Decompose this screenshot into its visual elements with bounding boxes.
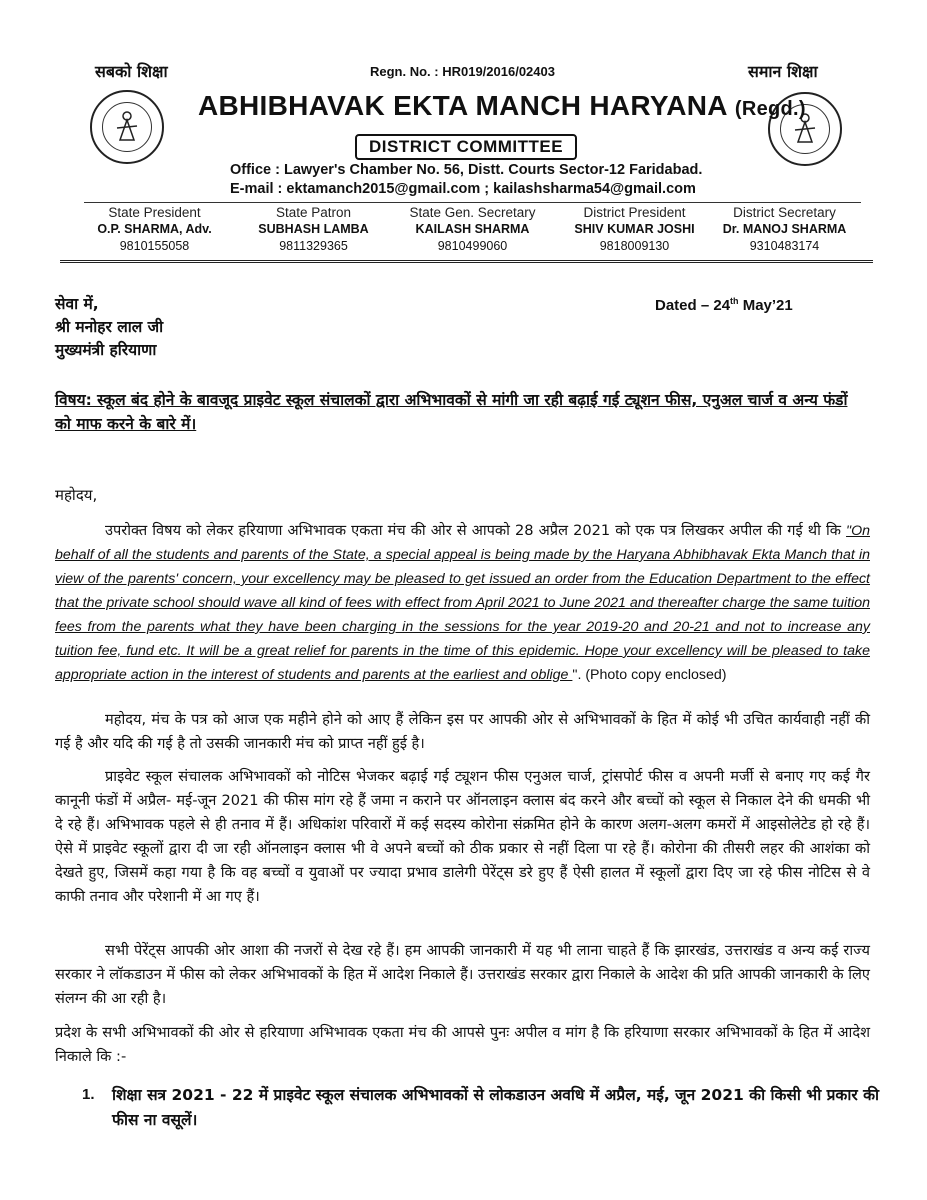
quoted-appeal: "On behalf of all the students and parents of the State, a special appeal is being made by the Haryana Abhibhavak Ekta Manch that in view of the parents' concern, your excellency may be pleased to get issued an order from the Education Department to the effect that the private school should wave all kind of fees with effect from April 2021 to June 2021 and thereafter charge the same tuition fees from the parents what they have been charging in the sessions for the year 2019-20 and 20-21 and not to increase any tuition fee, fund etc. It will be a great relief for parents in the time of this epidemic. Hope your excellency will be pleased to take appropriate action in the interest of students and parents at the earliest and oblige xyxy=(55,523,870,683)
officer-role: State Gen. Secretary xyxy=(409,205,536,220)
header-top-rule xyxy=(84,202,861,203)
officer-phone: 9810155058 xyxy=(119,239,190,253)
committee-label: DISTRICT COMMITTEE xyxy=(355,134,577,160)
registration-number: Regn. No. : HR019/2016/02403 xyxy=(370,64,555,79)
officer-state-patron xyxy=(231,205,396,253)
officer-role: State Patron xyxy=(275,205,352,220)
left-tagline: सबको शिक्षा xyxy=(95,62,168,81)
officer-phone: 9818009130 xyxy=(599,239,670,253)
paragraph-1-tail: ". (Photo copy enclosed) xyxy=(572,667,727,683)
address-line: मुख्यमंत्री हरियाणा xyxy=(55,341,157,359)
letter-subject: विषय: स्कूल बंद होने के बावजूद प्राइवेट स्कूल संचालकों द्वारा अभिभावकों से मांगी जा रही बढ़ाई गई ट्यूशन फीस, एनुअल चार्ज व अन्य फंडों को माफ करने के बारे में। xyxy=(55,391,848,433)
officer-phone: 9810499060 xyxy=(437,239,508,253)
paragraph-3: प्राइवेट स्कूल संचालक अभिभावकों को नोटिस भेजकर बढ़ाई गई ट्यूशन फीस एनुअल चार्ज, ट्रांसपोर्ट फीस व अपनी मर्जी से बनाए गए कई गैर कानूनी फंडों में अप्रैल- मई-जून 2021 की फीस मांग रहे हैं जमा न कराने पर ऑनलाइन क्लास बंद करने और बच्चों को स्कूल से निकाल देने की धमकी भी दे रहे हैं। अभिभावक पहले से ही तनाव में हैं। अधिकांश परिवारों में कई सदस्य कोरोना संक्रमित होने के कारण अलग-अलग कमरों में आइसोलेटेड हो रहे हैं। ऐसे में प्राइवेट स्कूलों द्वारा दी जा रही ऑनलाइन क्लास भी वे अपने बच्चों को ठीक प्रकार से नहीं दिला पा रहे हैं। कोरोना की तीसरी लहर की आशंका को देखते हुए, जिसमें कहा गया है कि वह बच्चों व युवाओं पर ज्यादा प्रभाव डालेगी पेरेंट्स डरे हुए हैं ऐसी हालत में स्कूलों द्वारा दिए जा रहे फीस नोटिस से वे काफी तनाव और परेशानी में आ गए हैं। xyxy=(55,768,870,905)
list-item-number: 1. xyxy=(82,1086,95,1103)
salutation: महोदय, xyxy=(55,486,98,504)
paragraph-5: प्रदेश के सभी अभिभावकों की ओर से हरियाणा अभिभावक एकता मंच की आपसे पुनः अपील व मांग है कि हरियाणा सरकार अभिभावकों के हित में आदेश निकाले कि :- xyxy=(55,1024,870,1065)
registered-mark: (Regd.) xyxy=(734,98,806,120)
paragraph-1-intro: उपरोक्त विषय को लेकर हरियाणा अभिभावक एकता मंच की ओर से आपको 28 अप्रैल 2021 को एक पत्र लिखकर अपील की गई थी कि xyxy=(105,522,847,539)
header-bottom-rule xyxy=(60,260,873,263)
officer-name: O.P. SHARMA, Adv. xyxy=(97,222,212,236)
paragraph-4: सभी पेरेंट्स आपकी ओर आशा की नजरों से देख रहे हैं। हम आपकी जानकारी में यह भी लाना चाहते हैं कि झारखंड, उत्तराखंड व अन्य कई राज्य सरकार ने लॉकडाउन में फीस को लेकर अभिभावकों के हित में आदेश निकाले हैं। उत्तराखंड सरकार द्वारा निकाले के आदेश की प्रति आपकी जानकारी के लिए संलग्न की आ रही है। xyxy=(55,942,870,1007)
officer-district-secretary xyxy=(702,205,867,253)
organization-name xyxy=(198,90,806,122)
right-tagline: समान शिक्षा xyxy=(748,62,818,81)
date-suffix-ordinal: th xyxy=(730,296,739,306)
officer-state-president xyxy=(72,205,237,253)
officer-name: SHIV KUMAR JOSHI xyxy=(574,222,695,236)
paragraph-1 xyxy=(55,519,870,687)
officer-name: SUBHASH LAMBA xyxy=(258,222,369,236)
office-address: Office : Lawyer's Chamber No. 56, Distt. Courts Sector-12 Faridabad. xyxy=(230,162,703,178)
officer-name: KAILASH SHARMA xyxy=(415,222,530,236)
officer-district-president xyxy=(552,205,717,253)
recipient-address xyxy=(55,293,163,362)
officer-role: State President xyxy=(108,205,201,220)
officer-name: Dr. MANOJ SHARMA xyxy=(722,222,847,236)
address-line: श्री मनोहर लाल जी xyxy=(55,318,164,336)
date-prefix: Dated – 24 xyxy=(655,297,731,314)
organization-title: ABHIBHAVAK EKTA MANCH HARYANA xyxy=(198,90,727,121)
left-seal-icon xyxy=(90,90,164,164)
officer-role: District President xyxy=(583,205,686,220)
letter-date xyxy=(655,296,793,314)
date-month-year: May’21 xyxy=(738,297,793,314)
officer-phone: 9811329365 xyxy=(279,239,348,253)
paragraph-2: महोदय, मंच के पत्र को आज एक महीने होने को आए हैं लेकिन इस पर आपकी ओर से अभिभावकों के हित में कोई भी उचित कार्यवाही नहीं की गई है और यदि की गई है तो उसकी जानकारी मंच को प्राप्त नहीं हुई है। xyxy=(55,711,870,752)
officer-phone: 9310483174 xyxy=(749,239,820,253)
email-addresses: E-mail : ektamanch2015@gmail.com ; kailashsharma54@gmail.com xyxy=(230,181,696,197)
address-line: सेवा में, xyxy=(55,295,99,313)
list-item: शिक्षा सत्र 2021 - 22 में प्राइवेट स्कूल संचालक अभिभावकों से लोकडाउन अवधि में अप्रैल, मई, जून 2021 की किसी भी प्रकार की फीस ना वसूलें। xyxy=(112,1086,880,1129)
officer-state-gen-secretary xyxy=(390,205,555,253)
officer-role: District Secretary xyxy=(733,205,836,220)
